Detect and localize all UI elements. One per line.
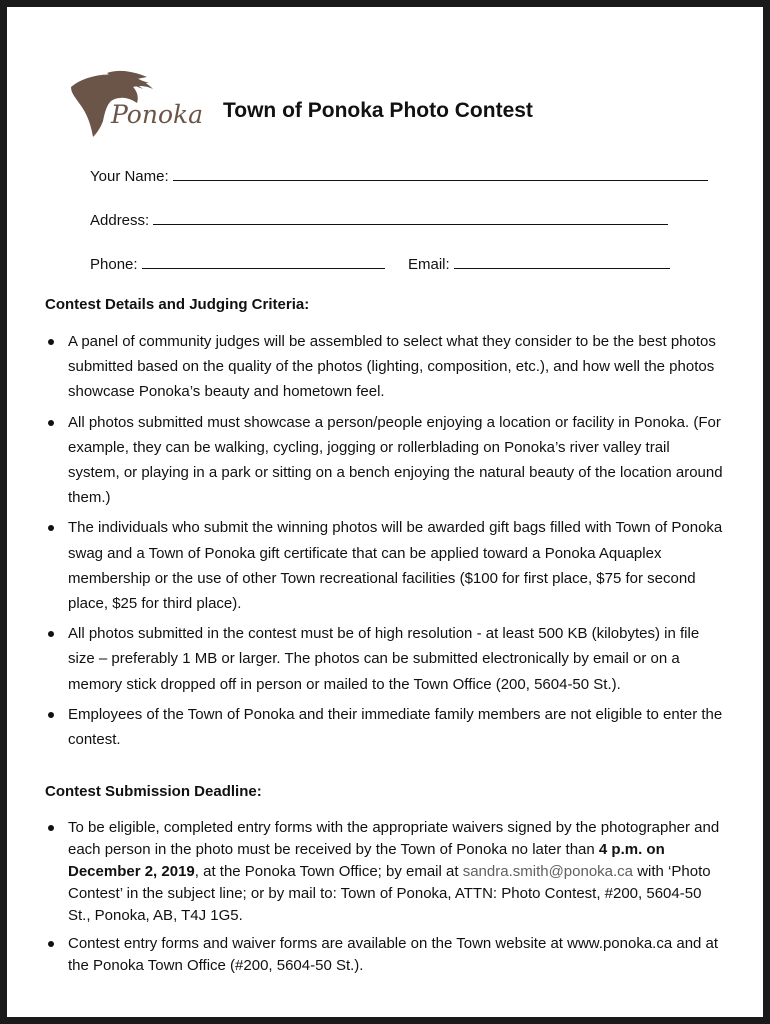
list-item: A panel of community judges will be assembled to select what they consider to be the best photos submitted based on the quality of the photos (lighting, composition, etc.), and how well the photos showcase Ponoka’s beauty and hometown feel. (45, 329, 725, 405)
list-item: Contest entry forms and waiver forms are available on the Town website at www.ponoka.ca and at the Ponoka Town Office (#200, 5604-50 St.). (45, 933, 725, 977)
deadline-text: To be eligible, completed entry forms with the appropriate waivers signed by the photographer and each person in the photo must be received by the Town of Ponoka no later than (68, 819, 720, 858)
list-item: All photos submitted in the contest must be of high resolution - at least 500 KB (kilobytes) in file size – preferably 1 MB or larger. The photos can be submitted electronically by email or on a memory stick dropped off in person or mailed to the Town Office (200, 5604-50 St.). (45, 621, 725, 697)
name-field[interactable] (90, 166, 708, 185)
address-label: Address: (90, 212, 150, 229)
email-label: Email: (408, 256, 450, 273)
address-field[interactable] (90, 210, 668, 229)
phone-blank-line[interactable] (142, 254, 385, 269)
contact-email-link[interactable]: sandra.smith@ponoka.ca (462, 863, 634, 880)
list-item: The individuals who submit the winning photos will be awarded gift bags filled with Town of Ponoka swag and a Town of Ponoka gift certificate that can be applied toward a Ponoka Aquaplex membership or the use of other Town recreational facilities ($100 for first place, $75 for second place, $25 for third place). (45, 515, 725, 616)
name-label: Your Name: (90, 168, 169, 185)
list-item: Employees of the Town of Ponoka and their immediate family members are not eligible to enter the contest. (45, 702, 725, 752)
document-page (7, 7, 763, 1017)
deadline-text: , at the Ponoka Town Office; by email at (194, 863, 463, 880)
deadline-list (45, 817, 725, 983)
deadline-heading: Contest Submission Deadline: (45, 783, 262, 800)
deadline-text: with ‘Photo Contest’ in the subject line; or by mail to: Town of Ponoka, ATTN: Photo Contest, #200, 5604-50 St., Ponoka, AB, T4J 1G5. (68, 863, 711, 924)
phone-label: Phone: (90, 256, 138, 273)
page-title: Town of Ponoka Photo Contest (223, 99, 533, 122)
email-blank-line[interactable] (454, 254, 670, 269)
deadline-date: 4 p.m. on December 2, 2019 (68, 841, 665, 880)
email-field[interactable] (408, 254, 670, 273)
address-blank-line[interactable] (153, 210, 668, 225)
logo-wordmark: Ponoka (111, 100, 204, 129)
details-heading: Contest Details and Judging Criteria: (45, 296, 310, 313)
list-item: All photos submitted must showcase a person/people enjoying a location or facility in Ponoka. (For example, they can be walking, cycling, jogging or rollerblading on Ponoka’s river valley trail system, or playing in a park or sitting on a bench enjoying the natural beauty of the location around them.) (45, 410, 725, 511)
name-blank-line[interactable] (173, 166, 708, 181)
ponoka-horse-logo (67, 67, 207, 141)
details-list (45, 329, 725, 757)
list-item (45, 817, 725, 927)
phone-field[interactable] (90, 254, 385, 273)
